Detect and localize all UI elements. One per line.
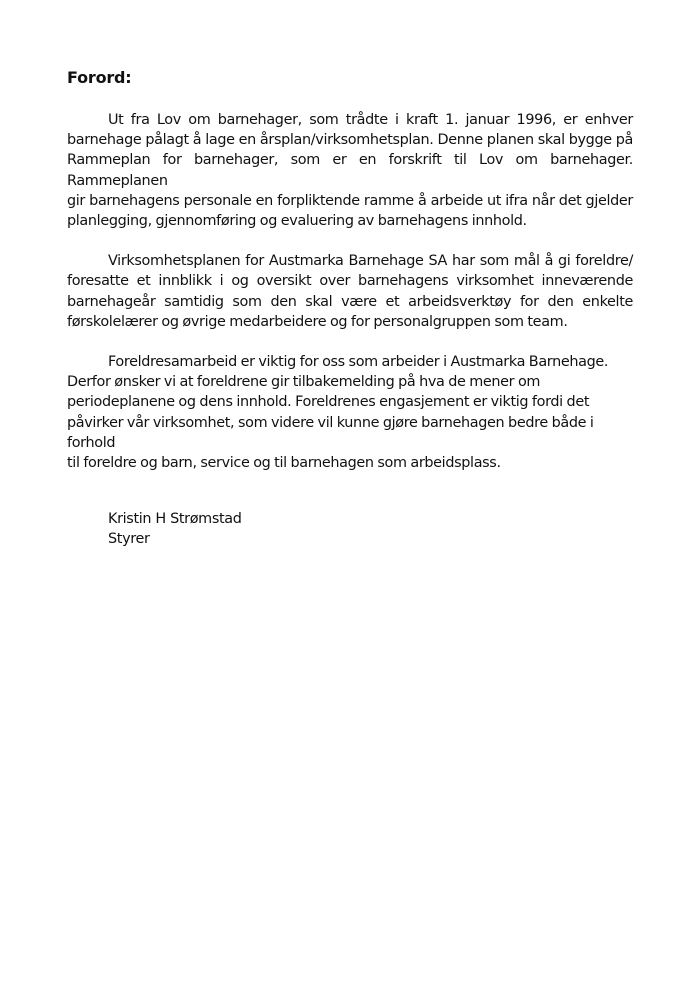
- page-title: Forord:: [67, 68, 132, 87]
- paragraph-line: gir barnehagens personale en forpliktende ramme å arbeide ut ifra når det gjelder: [67, 192, 633, 209]
- paragraph-line: Derfor ønsker vi at foreldrene gir tilbakemelding på hva de mener om: [67, 374, 541, 391]
- paragraph-line: til foreldre og barn, service og til barnehagen som arbeidsplass.: [67, 455, 501, 472]
- paragraph-line: Rammeplan for barnehager, som er en forskrift til Lov om barnehager. Rammeplanen: [67, 152, 633, 189]
- paragraph-line: Virksomhetsplanen for Austmarka Barnehage SA har som mål å gi foreldre/: [108, 253, 633, 270]
- paragraph-parent-cooperation: [67, 352, 633, 473]
- paragraph-line: barnehage pålagt å lage en årsplan/virksomhetsplan. Denne planen skal bygge på: [67, 132, 633, 149]
- paragraph-intro: [67, 110, 633, 231]
- paragraph-line: periodeplanene og dens innhold. Foreldrenes engasjement er viktig fordi det: [67, 394, 590, 411]
- paragraph-line: Foreldresamarbeid er viktig for oss som arbeider i Austmarka Barnehage.: [108, 354, 609, 371]
- signature-name: Kristin H Strømstad: [108, 511, 242, 527]
- paragraph-line: påvirker vår virksomhet, som videre vil kunne gjøre barnehagen bedre både i forhold: [67, 414, 594, 451]
- paragraph-line: planlegging, gjennomføring og evaluering av barnehagens innhold.: [67, 213, 527, 230]
- paragraph-line: førskolelærer og øvrige medarbeidere og for personalgruppen som team.: [67, 313, 568, 330]
- signature-block: [108, 509, 242, 549]
- paragraph-line: barnehageår samtidig som den skal være et arbeidsverktøy for den enkelte: [67, 293, 633, 310]
- paragraph-line: foresatte et innblikk i og oversikt over barnehagens virksomhet inneværende: [67, 273, 633, 290]
- document-page: [67, 66, 633, 473]
- paragraph-purpose: [67, 251, 633, 332]
- signature-title: Styrer: [108, 531, 150, 548]
- paragraph-line: Ut fra Lov om barnehager, som trådte i kraft 1. januar 1996, er enhver: [108, 112, 633, 128]
